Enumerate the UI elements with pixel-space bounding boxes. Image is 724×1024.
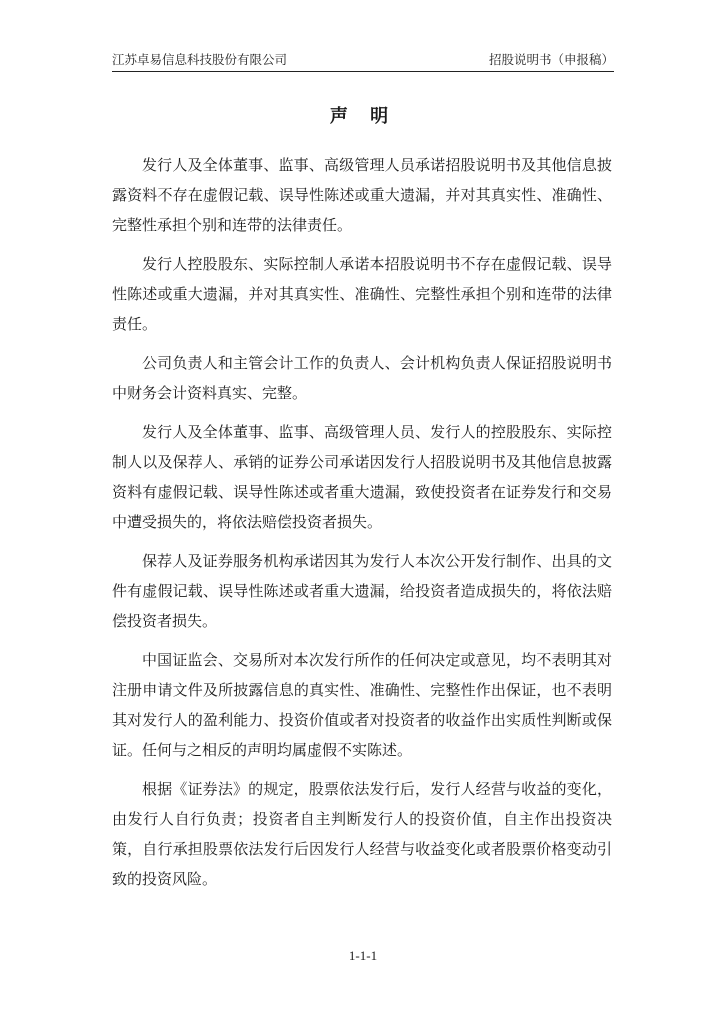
header-document-type: 招股说明书（申报稿） xyxy=(488,52,614,67)
declaration-paragraph: 发行人及全体董事、监事、高级管理人员、发行人的控股股东、实际控制人以及保荐人、承销的证券公司承诺因发行人招股说明书及其他信息披露资料有虚假记载、误导性陈述或者重大遗漏，致使投资者在证券发行和交易中遭受损失的，将依法赔偿投资者损失。 xyxy=(112,423,612,531)
declaration-paragraph: 发行人及全体董事、监事、高级管理人员承诺招股说明书及其他信息披露资料不存在虚假记载、误导性陈述或重大遗漏，并对其真实性、准确性、完整性承担个别和连带的法律责任。 xyxy=(112,156,612,234)
declaration-title: 声 明 xyxy=(329,106,397,127)
declaration-paragraph: 中国证监会、交易所对本次发行所作的任何决定或意见，均不表明其对注册申请文件及所披露信息的真实性、准确性、完整性作出保证，也不表明其对发行人的盈利能力、投资价值或者对投资者的收益作出实质性判断或保证。任何与之相反的声明均属虚假不实陈述。 xyxy=(112,651,612,759)
declaration-body xyxy=(112,150,612,903)
header-company-name: 江苏卓易信息科技股份有限公司 xyxy=(112,52,288,67)
declaration-paragraph: 公司负责人和主管会计工作的负责人、会计机构负责人保证招股说明书中财务会计资料真实、完整。 xyxy=(112,354,612,402)
page-number: 1-1-1 xyxy=(348,948,378,963)
declaration-paragraph: 保荐人及证券服务机构承诺因其为发行人本次公开发行制作、出具的文件有虚假记载、误导性陈述或者重大遗漏，给投资者造成损失的，将依法赔偿投资者损失。 xyxy=(112,552,612,630)
declaration-paragraph: 发行人控股股东、实际控制人承诺本招股说明书不存在虚假记载、误导性陈述或重大遗漏，并对其真实性、准确性、完整性承担个别和连带的法律责任。 xyxy=(112,255,612,333)
declaration-paragraph: 根据《证券法》的规定，股票依法发行后，发行人经营与收益的变化，由发行人自行负责；投资者自主判断发行人的投资价值，自主作出投资决策，自行承担股票依法发行后因发行人经营与收益变化或者股票价格变动引致的投资风险。 xyxy=(112,780,612,888)
page-header xyxy=(112,51,614,72)
